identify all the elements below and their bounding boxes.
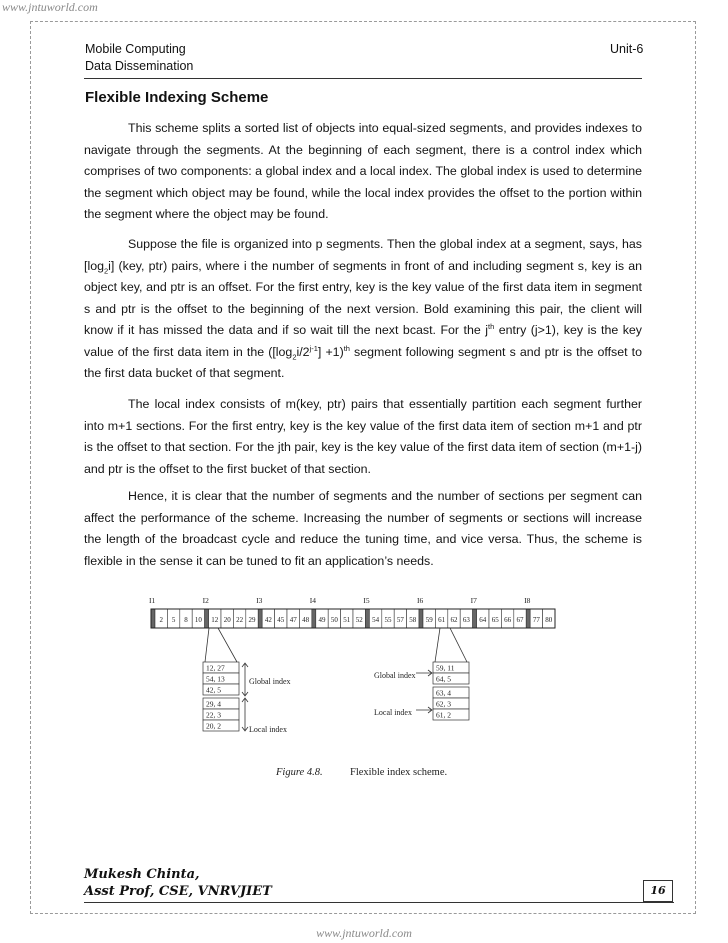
- left-connector: [205, 628, 237, 662]
- bucket-key: 80: [545, 616, 553, 624]
- right-index-entry-text: 61, 2: [436, 710, 451, 720]
- right-index-entry-text: 59, 11: [436, 663, 455, 673]
- footer-role: Asst Prof, CSE, VNRVJIET: [84, 884, 272, 899]
- bucket-key: 63: [462, 616, 470, 624]
- left-global-arrow: [242, 663, 248, 696]
- bucket-key: 12: [211, 616, 219, 624]
- bucket-key: 20: [223, 616, 231, 624]
- paragraph-1-text: This scheme splits a sorted list of objects into equal-sized segments, and provides indexes to navigate through the segments. At the beginning of each segment, there is a control index which comprises of two components: a global index and a local index. The global index is used to determine the segment which object may be found, while the local index provides the offset to the portion within the segment where the object may be found.: [84, 121, 642, 221]
- right-local-arrow: [416, 707, 432, 713]
- right-connector: [435, 628, 467, 662]
- bucket-key: 8: [184, 616, 188, 624]
- bucket-key: 51: [343, 616, 351, 624]
- watermark-bottom: www.jntuworld.com: [316, 926, 412, 940]
- bucket-key: 55: [384, 616, 392, 624]
- footer-divider: [84, 902, 674, 903]
- index-bucket: [151, 609, 155, 628]
- paragraph-2: [84, 234, 642, 385]
- index-bucket: [526, 609, 530, 628]
- footer-author-block: [84, 866, 272, 900]
- left-index-entry-text: 42, 5: [206, 685, 221, 695]
- flexible-index-figure: [145, 589, 585, 789]
- header-unit: Unit-6: [610, 42, 644, 56]
- header-course: Mobile Computing: [85, 42, 186, 56]
- bucket-key: 5: [171, 616, 176, 624]
- watermark-top: www.jntuworld.com: [2, 0, 98, 14]
- bucket-key: 54: [372, 616, 380, 624]
- bucket-key: 48: [302, 616, 310, 624]
- left-index-entry-text: 22, 3: [206, 710, 221, 720]
- paragraph-2-text: segment following segment s and ptr is the offset to the first data bucket of that segment.: [84, 344, 642, 380]
- bucket-key: 62: [450, 616, 458, 624]
- header-topic: Data Dissemination: [85, 59, 194, 73]
- bucket-key: 59: [425, 616, 433, 624]
- bucket-key: 49: [318, 616, 326, 624]
- bucket-key: 77: [532, 616, 540, 624]
- bucket-key: 29: [248, 616, 256, 624]
- bucket-key: 10: [194, 616, 202, 624]
- right-index-entry-text: 63, 4: [436, 688, 451, 698]
- segment-label: I6: [417, 596, 424, 605]
- segment-label: I2: [202, 596, 209, 605]
- log-subscript: 2: [103, 265, 109, 275]
- paragraph-1: [84, 118, 642, 226]
- index-bucket: [473, 609, 477, 628]
- segment-label: I4: [309, 596, 317, 605]
- paragraph-3: [84, 394, 642, 480]
- bucket-key: 61: [438, 616, 446, 624]
- bucket-key: 52: [355, 616, 363, 624]
- index-bucket: [365, 609, 369, 628]
- right-global-index-label: Global index: [374, 671, 416, 680]
- left-global-index-label: Global index: [249, 677, 291, 686]
- right-global-arrow: [416, 670, 432, 676]
- bucket-key: 22: [236, 616, 244, 624]
- paragraph-3-text: The local index consists of m(key, ptr) pairs that essentially partition each segment further into m+1 sections. For the first entry, key is the key value of the first data item of section m+1 and ptr is the offset to that section. For the jth pair, key is the key value of the first data item of section (m+1-j) and ptr is the offset to the first bucket of that section.: [84, 397, 642, 476]
- figure-caption-text: Flexible index scheme.: [350, 767, 448, 778]
- bucket-key: 66: [504, 616, 512, 624]
- left-local-index-label: Local index: [249, 725, 287, 734]
- log-subscript: 2: [292, 351, 297, 361]
- footer-author: Mukesh Chinta,: [84, 867, 200, 882]
- right-index-entry-text: 64, 5: [436, 674, 451, 684]
- segment-label: I5: [363, 596, 370, 605]
- segment-label: I3: [256, 596, 263, 605]
- index-bucket: [419, 609, 423, 628]
- bucket-key: 57: [396, 616, 404, 624]
- bucket-key: 65: [491, 616, 499, 624]
- paragraph-2-text: i/2: [296, 344, 310, 359]
- figure-diagram: [145, 589, 585, 789]
- ordinal-superscript: th: [487, 321, 495, 331]
- right-index-entry-text: 62, 3: [436, 699, 451, 709]
- bucket-key: 58: [409, 616, 417, 624]
- paragraph-4: [84, 486, 642, 572]
- paragraph-2-text: ] +1): [317, 344, 344, 359]
- segment-label: I7: [470, 596, 477, 605]
- paragraph-2-text: entry (j>1), key is the key value of the first data item in the ([log: [84, 323, 642, 359]
- segment-label: I1: [149, 596, 156, 605]
- index-bucket: [258, 609, 262, 628]
- section-title: Flexible Indexing Scheme: [85, 89, 269, 106]
- header-divider: [84, 78, 642, 79]
- index-bucket: [205, 609, 209, 628]
- bucket-key: 50: [330, 616, 338, 624]
- bucket-key: 64: [479, 616, 487, 624]
- left-index-entry-text: 29, 4: [206, 699, 221, 709]
- paragraph-2-text: i] (key, ptr) pairs, where i the number of segments in front of and including segment s, key is an object key, and ptr is an offset. For the first entry, key is the key value of the first data item in segment s and ptr is the offset to the beginning of the next version. Bold examining this pair, the client will know if it has missed the data and if so wait till the next bcast. For the j: [84, 258, 642, 337]
- left-index-entry-text: 54, 13: [206, 674, 225, 684]
- index-bucket: [312, 609, 316, 628]
- ordinal-superscript: th: [343, 343, 350, 353]
- paragraph-2-text: Suppose the file is organized into p segments. Then the global index at a segment, says, has [log: [84, 237, 642, 273]
- bucket-key: 2: [159, 616, 163, 624]
- paragraph-4-text: Hence, it is clear that the number of segments and the number of sections per segment can affect the performance of the scheme. Increasing the number of segments or sections will increase the length of the broadcast cycle and reduce the tuning time, and vice versa. Thus, the scheme is flexible in the sense it can be tuned to fit an application’s needs.: [84, 489, 642, 568]
- left-index-entry-text: 12, 27: [206, 663, 225, 673]
- bucket-key: 67: [516, 616, 524, 624]
- right-local-index-label: Local index: [374, 708, 412, 717]
- bucket-key: 42: [264, 616, 272, 624]
- bucket-key: 45: [277, 616, 285, 624]
- exponent-superscript: j-1: [309, 343, 318, 353]
- bucket-key: 47: [289, 616, 297, 624]
- segment-label: I8: [524, 596, 531, 605]
- left-index-entry-text: 20, 2: [206, 721, 221, 731]
- left-local-arrow: [242, 698, 248, 731]
- figure-caption-label: Figure 4.8.: [276, 767, 323, 778]
- page-number: 16: [643, 880, 673, 902]
